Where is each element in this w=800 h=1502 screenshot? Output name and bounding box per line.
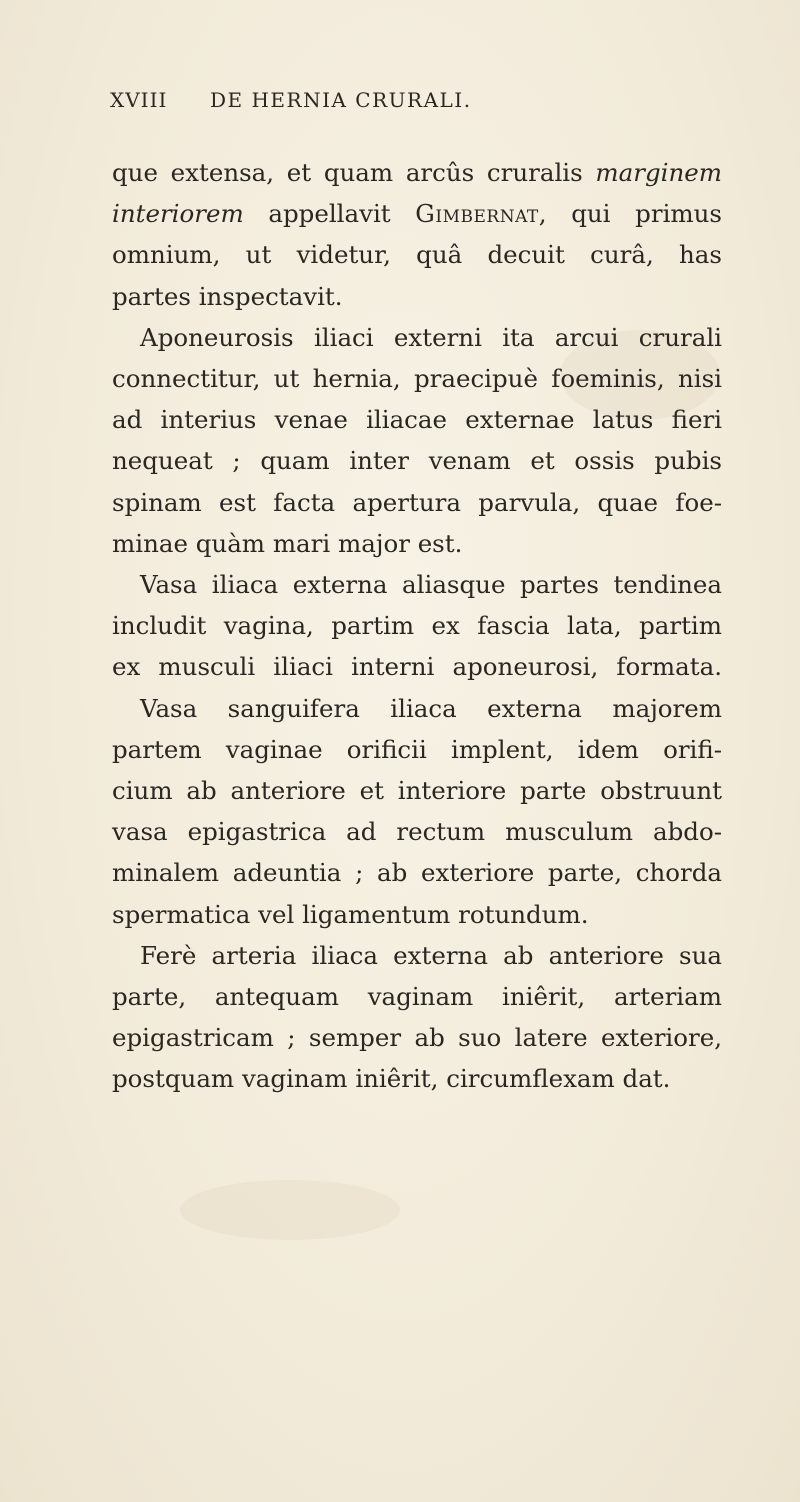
- text-line: includit vagina, partim ex fascia lata, partim: [112, 611, 722, 641]
- text-line: nequeat ; quam inter venam et ossis pubis: [112, 446, 722, 476]
- text-line: partes inspectavit.: [112, 281, 343, 311]
- text-line: partem vaginae orificii implent, idem orifi-: [112, 734, 722, 764]
- body-text: [112, 152, 722, 1100]
- text-line: Vasa iliaca externa aliasque partes tendinea: [140, 570, 722, 600]
- text-line: postquam vaginam iniêrit, circumflexam dat.: [112, 1064, 671, 1094]
- text-line: ex musculi iliaci interni aponeurosi, formata.: [112, 652, 722, 682]
- text-line: interiorem appellavit Gimbernat, qui primus: [112, 199, 722, 229]
- text-line: parte, antequam vaginam iniêrit, arteriam: [112, 982, 722, 1012]
- page-number: XVIII: [110, 88, 168, 112]
- text-line: omnium, ut videtur, quâ decuit curâ, has: [112, 240, 722, 270]
- running-title: DE HERNIA CRURALI.: [210, 88, 472, 112]
- text-line: Vasa sanguifera iliaca externa majorem: [140, 693, 722, 723]
- text-line: cium ab anteriore et interiore parte obstruunt: [112, 776, 722, 806]
- text-line: que extensa, et quam arcûs cruralis marginem: [112, 158, 722, 187]
- text-line: Ferè arteria iliaca externa ab anteriore sua: [140, 940, 722, 970]
- text-line: spermatica vel ligamentum rotundum.: [112, 899, 589, 929]
- text-line: connectitur, ut hernia, praecipuè foeminis, nisi: [112, 364, 722, 394]
- text-line: minalem adeuntia ; ab exteriore parte, chorda: [112, 858, 722, 888]
- paper-stain: [180, 1180, 400, 1240]
- text-line: vasa epigastrica ad rectum musculum abdo-: [112, 817, 722, 847]
- text-line: spinam est facta apertura parvula, quae foe-: [112, 487, 722, 517]
- text-line: ad interius venae iliacae externae latus fieri: [112, 405, 722, 435]
- text-line: epigastricam ; semper ab suo latere exteriore,: [112, 1023, 722, 1053]
- text-line: minae quàm mari major est.: [112, 528, 463, 558]
- text-line: Aponeurosis iliaci externi ita arcui crurali: [140, 322, 722, 352]
- page-header: [110, 88, 700, 128]
